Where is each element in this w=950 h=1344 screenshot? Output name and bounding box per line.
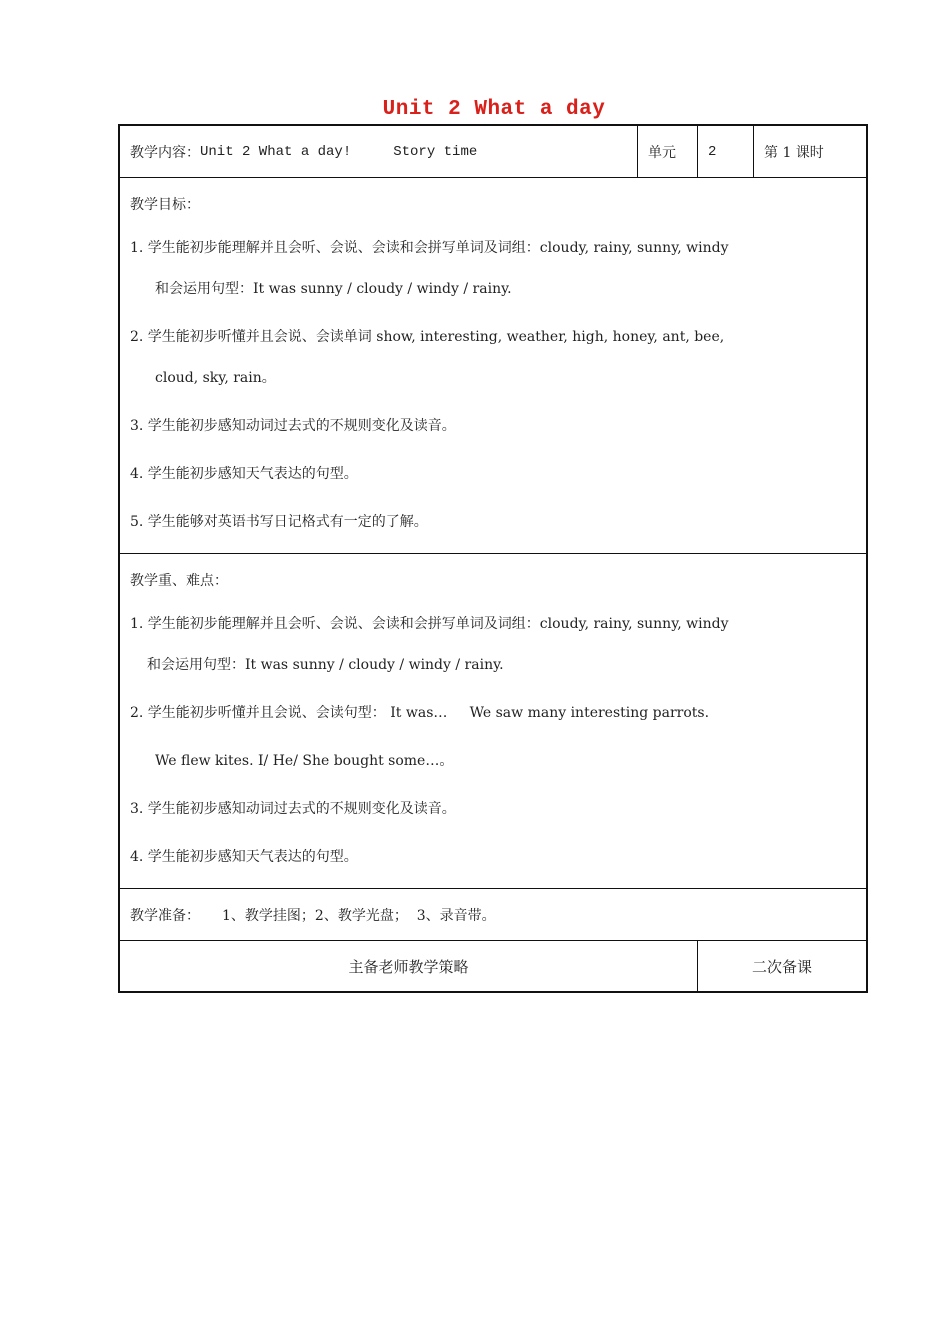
footer-row — [120, 941, 866, 991]
objective-item-1-line2: 和会运用句型：It was sunny / cloudy / windy / rainy. — [155, 281, 512, 297]
teaching-content-label: 教学内容： — [130, 144, 200, 161]
preparation-row — [120, 889, 866, 941]
teaching-content-value: Unit 2 What a day! Story time — [200, 143, 478, 160]
teaching-content-cell — [120, 126, 638, 177]
preparation-value: 1、教学挂图；2、教学光盘； 3、录音带。 — [222, 907, 496, 924]
key-point-item-4: 4. 学生能初步感知天气表达的句型。 — [130, 849, 358, 865]
key-points-heading: 教学重、难点： — [130, 573, 228, 589]
header-row — [120, 126, 866, 178]
key-point-item-1-line2: 和会运用句型：It was sunny / cloudy / windy / rainy. — [147, 657, 504, 673]
main-teacher-strategy-header: 主备老师教学策略 — [120, 941, 698, 991]
key-point-item-2-line1: 2. 学生能初步听懂并且会说、会读句型： It was… We saw many interesting parrots. — [130, 705, 710, 721]
key-points-section — [120, 554, 866, 889]
lesson-number: 第 1 课时 — [764, 144, 824, 161]
key-point-item-2-line2: We flew kites. I/ He/ She bought some…。 — [155, 753, 454, 769]
objective-item-2-line1: 2. 学生能初步听懂并且会说、会读单词 show, interesting, weather, high, honey, ant, bee, — [130, 329, 725, 345]
objective-item-1-line1: 1. 学生能初步能理解并且会听、会说、会读和会拼写单词及词组：cloudy, rainy, sunny, windy — [130, 240, 729, 256]
document-title: Unit 2 What a day — [382, 98, 606, 121]
unit-label: 单元 — [638, 126, 698, 177]
objectives-heading: 教学目标： — [130, 197, 200, 213]
key-point-item-1-line1: 1. 学生能初步能理解并且会听、会说、会读和会拼写单词及词组：cloudy, rainy, sunny, windy — [130, 616, 729, 632]
key-point-item-3: 3. 学生能初步感知动词过去式的不规则变化及读音。 — [130, 801, 456, 817]
objective-item-5: 5. 学生能够对英语书写日记格式有一定的了解。 — [130, 514, 428, 530]
objective-item-4: 4. 学生能初步感知天气表达的句型。 — [130, 466, 358, 482]
preparation-label: 教学准备： — [130, 907, 200, 924]
objective-item-3: 3. 学生能初步感知动词过去式的不规则变化及读音。 — [130, 418, 456, 434]
objective-item-2-line2: cloud, sky, rain。 — [155, 370, 276, 386]
secondary-prep-header: 二次备课 — [751, 957, 812, 976]
unit-value: 2 — [698, 126, 754, 177]
objectives-section — [120, 178, 866, 554]
lesson-plan-table — [118, 124, 868, 993]
